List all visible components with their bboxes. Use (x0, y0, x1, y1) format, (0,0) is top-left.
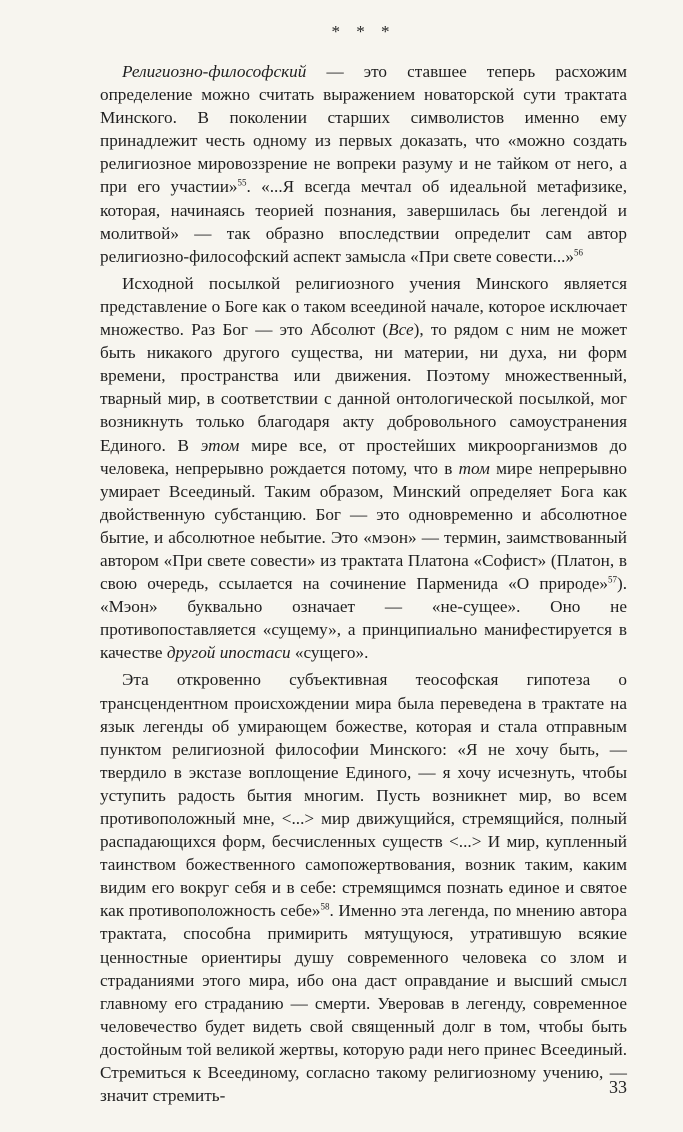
italic-text: Религиозно-философский (122, 62, 307, 81)
footnote-ref: 55 (237, 177, 247, 188)
text-run: мире все, от простейших микроорганизмов до человека, непрерывно рождается потому, что в (100, 435, 627, 478)
text-run: — это ставшее теперь расхожим определение можно считать выражением новаторской сути трактата Минского. В поколении старших символистов именно ему принадлежит честь одному из первых доказать, что «можно создать религиозное мировоззрение не вопреки разуму и не тайком от него, а при его участии» (100, 62, 627, 197)
text-run: . Именно эта легенда, по мнению автора трактата, способна примирить мятущуюся, утратившую всякие ценностные ориентиры душу современного человека со злом и страданиями этого мира, ибо она даст оправдание и высший смысл главному его страданию — смерти. Уверовав в легенду, современное человечество будет видеть свой священный долг в том, чтобы быть достойным той великой жертвы, которую ради него принес Всеединый. Стремиться к Всеединому, согласно такому религиозному учению, — значит стремить- (100, 901, 627, 1106)
paragraph (100, 272, 627, 665)
italic-text: этом (200, 435, 240, 455)
body-text (100, 60, 627, 1111)
page-number: 33 (609, 1077, 627, 1097)
footnote-ref: 58 (320, 901, 330, 912)
footnote-ref: 57 (607, 574, 617, 585)
text-run: ). «Мэон» буквально означает — «не-сущее». Оно не противопоставляется «сущему», а принципиально манифестируется в качестве (100, 574, 627, 663)
italic-text: Все (388, 320, 414, 340)
text-run: ), то рядом с ним не может быть никакого другого существа, ни материи, ни духа, ни форм времени, пространства или движения. Поэтому множественный, тварный мир, в соответствии с данной онтологической посылкой, мог возникнуть только благодаря акту добровольного самоустранения Единого. В (100, 320, 627, 455)
italic-text: том (458, 458, 490, 478)
paragraph (100, 668, 627, 1107)
text-run: мире непрерывно умирает Всеединый. Таким образом, Минский определяет Бога как двойственную субстанцию. Бог — это одновременно и абсолютное бытие, и абсолютное небытие. Это «мэон» — термин, заимствованный автором «При свете совести» из трактата Платона «Софист» (Платон, в свою очередь, ссылается на сочинение Парменида «О природе» (100, 458, 627, 594)
text-run: «сущего». (290, 643, 369, 663)
section-separator: * * * (331, 22, 396, 41)
text-run: Эта откровенно субъективная теософская гипотеза о трансцендентном происхождении мира была переведена в трактате на язык легенды об умирающем божестве, которая и стала отправным пунктом религиозной философии Минского: «Я не хочу быть, — твердило в экстазе воплощение Единого, — я хочу исчезнуть, чтобы уступить радость бытия многим. Пусть возникнет мир, во всем противоположный мне, <...> мир движущийся, стремящийся, полный распадающихся форм, бесчисленных существ <...> И мир, купленный таинством божественного самопожертвования, возник таким, каким видим его вокруг себя и в себе: стремящимся познать единое и святое как противоположность себе» (100, 670, 627, 921)
footnote-ref: 56 (574, 247, 584, 258)
italic-text: другой ипостаси (166, 643, 291, 663)
paragraph (100, 60, 627, 268)
text-run: . «...Я всегда мечтал об идеальной метафизике, которая, начинаясь теорией познания, завершилась бы легендой и молитвой» — так образно впоследствии определит сам автор религиозно-философский аспект замысла «При свете совести...» (100, 177, 627, 266)
text-run: Исходной посылкой религиозного учения Минского является представление о Боге как о таком всеединой начале, которое исключает множество. Раз Бог — это Абсолют ( (100, 273, 627, 340)
